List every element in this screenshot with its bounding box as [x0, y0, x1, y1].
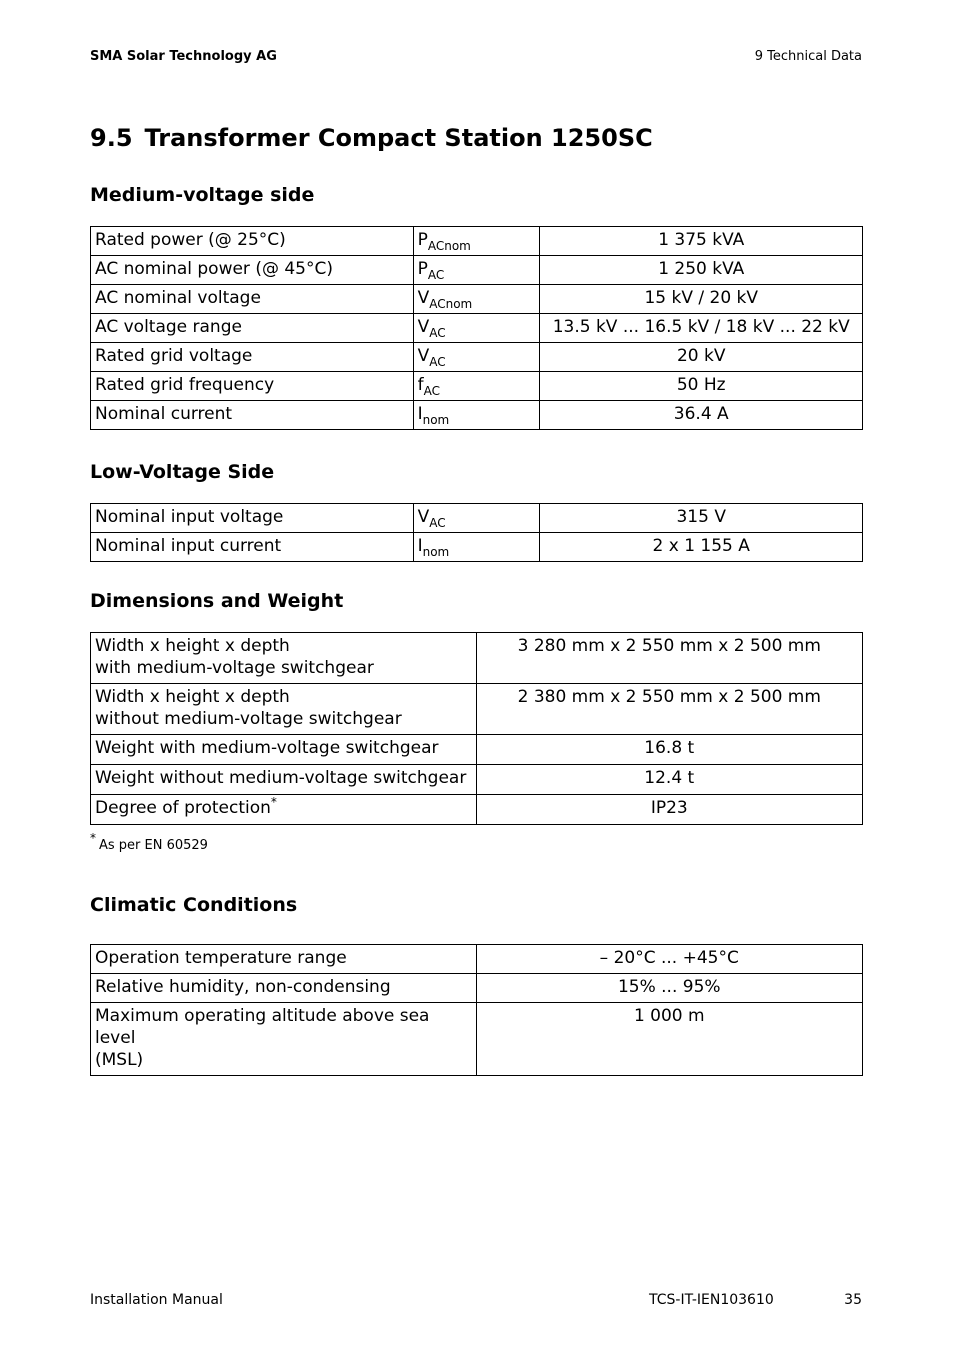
label-line: Operation temperature range [95, 948, 347, 968]
symbol-letter: I [417, 536, 423, 556]
low-voltage-table [90, 503, 863, 562]
footnote [90, 831, 208, 853]
low-voltage-heading: Low-Voltage Side [90, 461, 275, 483]
symbol-letter: I [417, 404, 423, 424]
climatic-table [90, 944, 863, 1076]
table-row [91, 945, 863, 974]
parameter-value: 13.5 kV ... 16.5 kV / 18 kV ... 22 kV [540, 314, 863, 343]
table-row [91, 343, 863, 372]
parameter-value: 36.4 A [540, 401, 863, 430]
parameter-value: IP23 [476, 795, 862, 825]
symbol-subscript: ACnom [429, 297, 473, 311]
table-row [91, 974, 863, 1003]
parameter-label [91, 633, 477, 684]
table-row [91, 401, 863, 430]
header-chapter: 9 Technical Data [754, 49, 862, 64]
table-row [91, 684, 863, 735]
parameter-label [91, 795, 477, 825]
parameter-value: 15 kV / 20 kV [540, 285, 863, 314]
label-line-2: (MSL) [95, 1050, 144, 1070]
table-row [91, 533, 863, 562]
parameter-symbol [413, 533, 540, 562]
footer-page-number: 35 [844, 1292, 862, 1308]
section-number: 9.5 [90, 124, 133, 152]
parameter-value: 1 000 m [476, 1003, 862, 1076]
parameter-label [91, 765, 477, 795]
symbol-subscript: AC [423, 384, 440, 398]
parameter-value: – 20°C ... +45°C [476, 945, 862, 974]
parameter-label: Rated grid voltage [91, 343, 414, 372]
symbol-subscript: nom [422, 545, 450, 559]
label-line: Weight with medium-voltage switchgear [95, 738, 439, 758]
parameter-label: AC voltage range [91, 314, 414, 343]
parameter-label [91, 945, 477, 974]
table-row [91, 765, 863, 795]
table-row [91, 372, 863, 401]
parameter-value: 3 280 mm x 2 550 mm x 2 500 mm [476, 633, 862, 684]
symbol-letter: f [417, 375, 424, 395]
dimensions-heading: Dimensions and Weight [90, 590, 344, 612]
label-line-2: with medium-voltage switchgear [95, 658, 374, 678]
label-line: Degree of protection [95, 798, 271, 818]
parameter-value: 315 V [540, 504, 863, 533]
dimensions-table [90, 632, 863, 825]
parameter-label [91, 974, 477, 1003]
parameter-symbol [413, 256, 540, 285]
symbol-letter: P [417, 230, 428, 250]
symbol-subscript: AC [429, 516, 446, 530]
table-row [91, 314, 863, 343]
symbol-subscript: nom [422, 413, 450, 427]
parameter-value: 12.4 t [476, 765, 862, 795]
label-line: Width x height x depth [95, 687, 290, 707]
parameter-symbol [413, 372, 540, 401]
label-line: Maximum operating altitude above sea level [95, 1006, 430, 1048]
parameter-label: AC nominal power (@ 45°C) [91, 256, 414, 285]
parameter-value: 50 Hz [540, 372, 863, 401]
parameter-value: 1 250 kVA [540, 256, 863, 285]
parameter-label: Nominal current [91, 401, 414, 430]
footer-doc-type: Installation Manual [90, 1292, 223, 1308]
medium-voltage-table [90, 226, 863, 430]
footer-doc-code: TCS-IT-IEN103610 [649, 1292, 774, 1308]
parameter-symbol [413, 314, 540, 343]
label-line: Width x height x depth [95, 636, 290, 656]
parameter-symbol [413, 504, 540, 533]
footnote-marker: * [270, 795, 277, 809]
parameter-symbol [413, 285, 540, 314]
parameter-value: 16.8 t [476, 735, 862, 765]
parameter-value: 15% ... 95% [476, 974, 862, 1003]
page-title [90, 124, 653, 152]
footnote-text: As per EN 60529 [99, 838, 208, 853]
parameter-symbol [413, 343, 540, 372]
label-line: Relative humidity, non-condensing [95, 977, 391, 997]
parameter-value: 2 380 mm x 2 550 mm x 2 500 mm [476, 684, 862, 735]
climatic-heading: Climatic Conditions [90, 894, 298, 916]
table-row [91, 504, 863, 533]
parameter-label: Nominal input voltage [91, 504, 414, 533]
parameter-label [91, 684, 477, 735]
parameter-value: 2 x 1 155 A [540, 533, 863, 562]
table-row [91, 633, 863, 684]
table-row [91, 1003, 863, 1076]
parameter-label: Rated grid frequency [91, 372, 414, 401]
parameter-label: Rated power (@ 25°C) [91, 227, 414, 256]
table-row [91, 256, 863, 285]
symbol-subscript: AC [429, 326, 446, 340]
symbol-subscript: ACnom [427, 239, 471, 253]
table-row [91, 285, 863, 314]
footnote-marker: * [90, 831, 96, 845]
symbol-letter: V [417, 288, 430, 308]
header-company: SMA Solar Technology AG [90, 49, 277, 64]
parameter-label [91, 735, 477, 765]
symbol-subscript: AC [427, 268, 445, 282]
symbol-letter: V [417, 507, 430, 527]
symbol-letter: V [417, 317, 430, 337]
section-title: Transformer Compact Station 1250SC [144, 124, 653, 152]
parameter-label: Nominal input current [91, 533, 414, 562]
table-row [91, 227, 863, 256]
parameter-symbol [413, 227, 540, 256]
parameter-label: AC nominal voltage [91, 285, 414, 314]
table-row [91, 795, 863, 825]
symbol-letter: V [417, 346, 430, 366]
label-line-2: without medium-voltage switchgear [95, 709, 402, 729]
symbol-subscript: AC [429, 355, 446, 369]
table-row [91, 735, 863, 765]
parameter-value: 1 375 kVA [540, 227, 863, 256]
medium-voltage-heading: Medium-voltage side [90, 184, 315, 206]
parameter-symbol [413, 401, 540, 430]
symbol-letter: P [417, 259, 428, 279]
parameter-value: 20 kV [540, 343, 863, 372]
parameter-label [91, 1003, 477, 1076]
label-line: Weight without medium-voltage switchgear [95, 768, 467, 788]
